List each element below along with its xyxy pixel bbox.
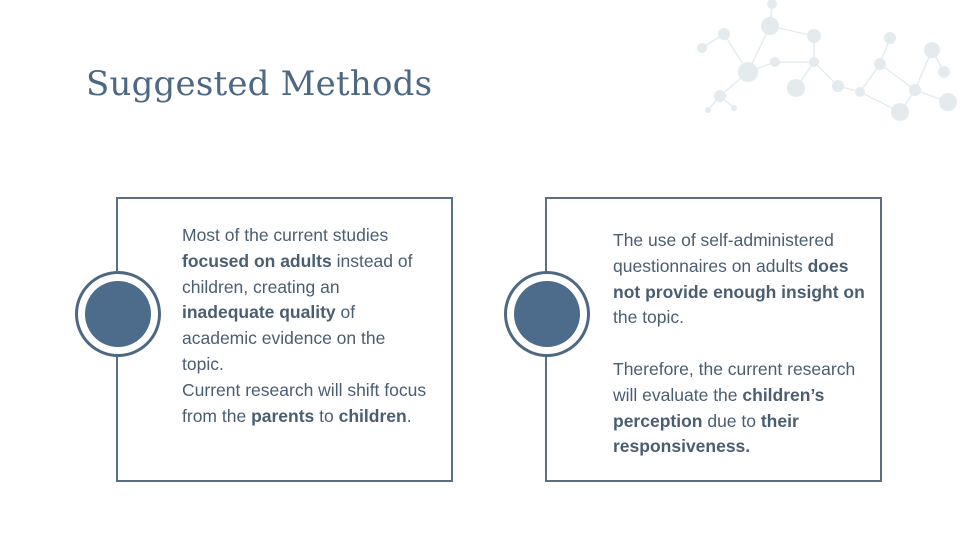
body-text: Current research will shift focus from the xyxy=(182,379,427,426)
body-text: instead of children, creating an xyxy=(182,250,413,297)
slide-title: Suggested Methods xyxy=(86,64,433,104)
card-paragraph xyxy=(182,223,432,378)
body-text: due to xyxy=(702,410,761,431)
card-paragraph xyxy=(613,228,865,331)
card-text-left xyxy=(182,223,432,429)
card-paragraph xyxy=(182,378,432,430)
molecule-network-icon xyxy=(690,0,960,130)
emphasis-text: does not provide enough insight on xyxy=(613,255,865,302)
bullet-dot xyxy=(85,281,151,347)
body-text: of academic evidence on the topic. xyxy=(182,302,386,374)
paragraph-spacer xyxy=(613,331,865,357)
bullet-circle-icon xyxy=(504,271,590,357)
body-text: Therefore, the current research will evaluate the xyxy=(613,358,856,405)
emphasis-text: focused on adults xyxy=(182,250,332,271)
body-text: The use of self-administered questionnaires on adults xyxy=(613,230,834,276)
emphasis-text: children xyxy=(338,405,407,426)
body-text: . xyxy=(406,405,412,426)
card-text-right xyxy=(613,228,865,460)
card-paragraph xyxy=(613,357,865,460)
bullet-dot xyxy=(514,281,580,347)
body-text: the topic. xyxy=(613,307,685,328)
body-text: to xyxy=(314,405,339,426)
emphasis-text: parents xyxy=(251,405,315,426)
emphasis-text: inadequate quality xyxy=(182,302,336,323)
body-text: Most of the current studies xyxy=(182,225,389,245)
emphasis-text: their responsiveness. xyxy=(613,410,799,457)
emphasis-text: children’s perception xyxy=(613,384,825,431)
bullet-circle-icon xyxy=(75,271,161,357)
